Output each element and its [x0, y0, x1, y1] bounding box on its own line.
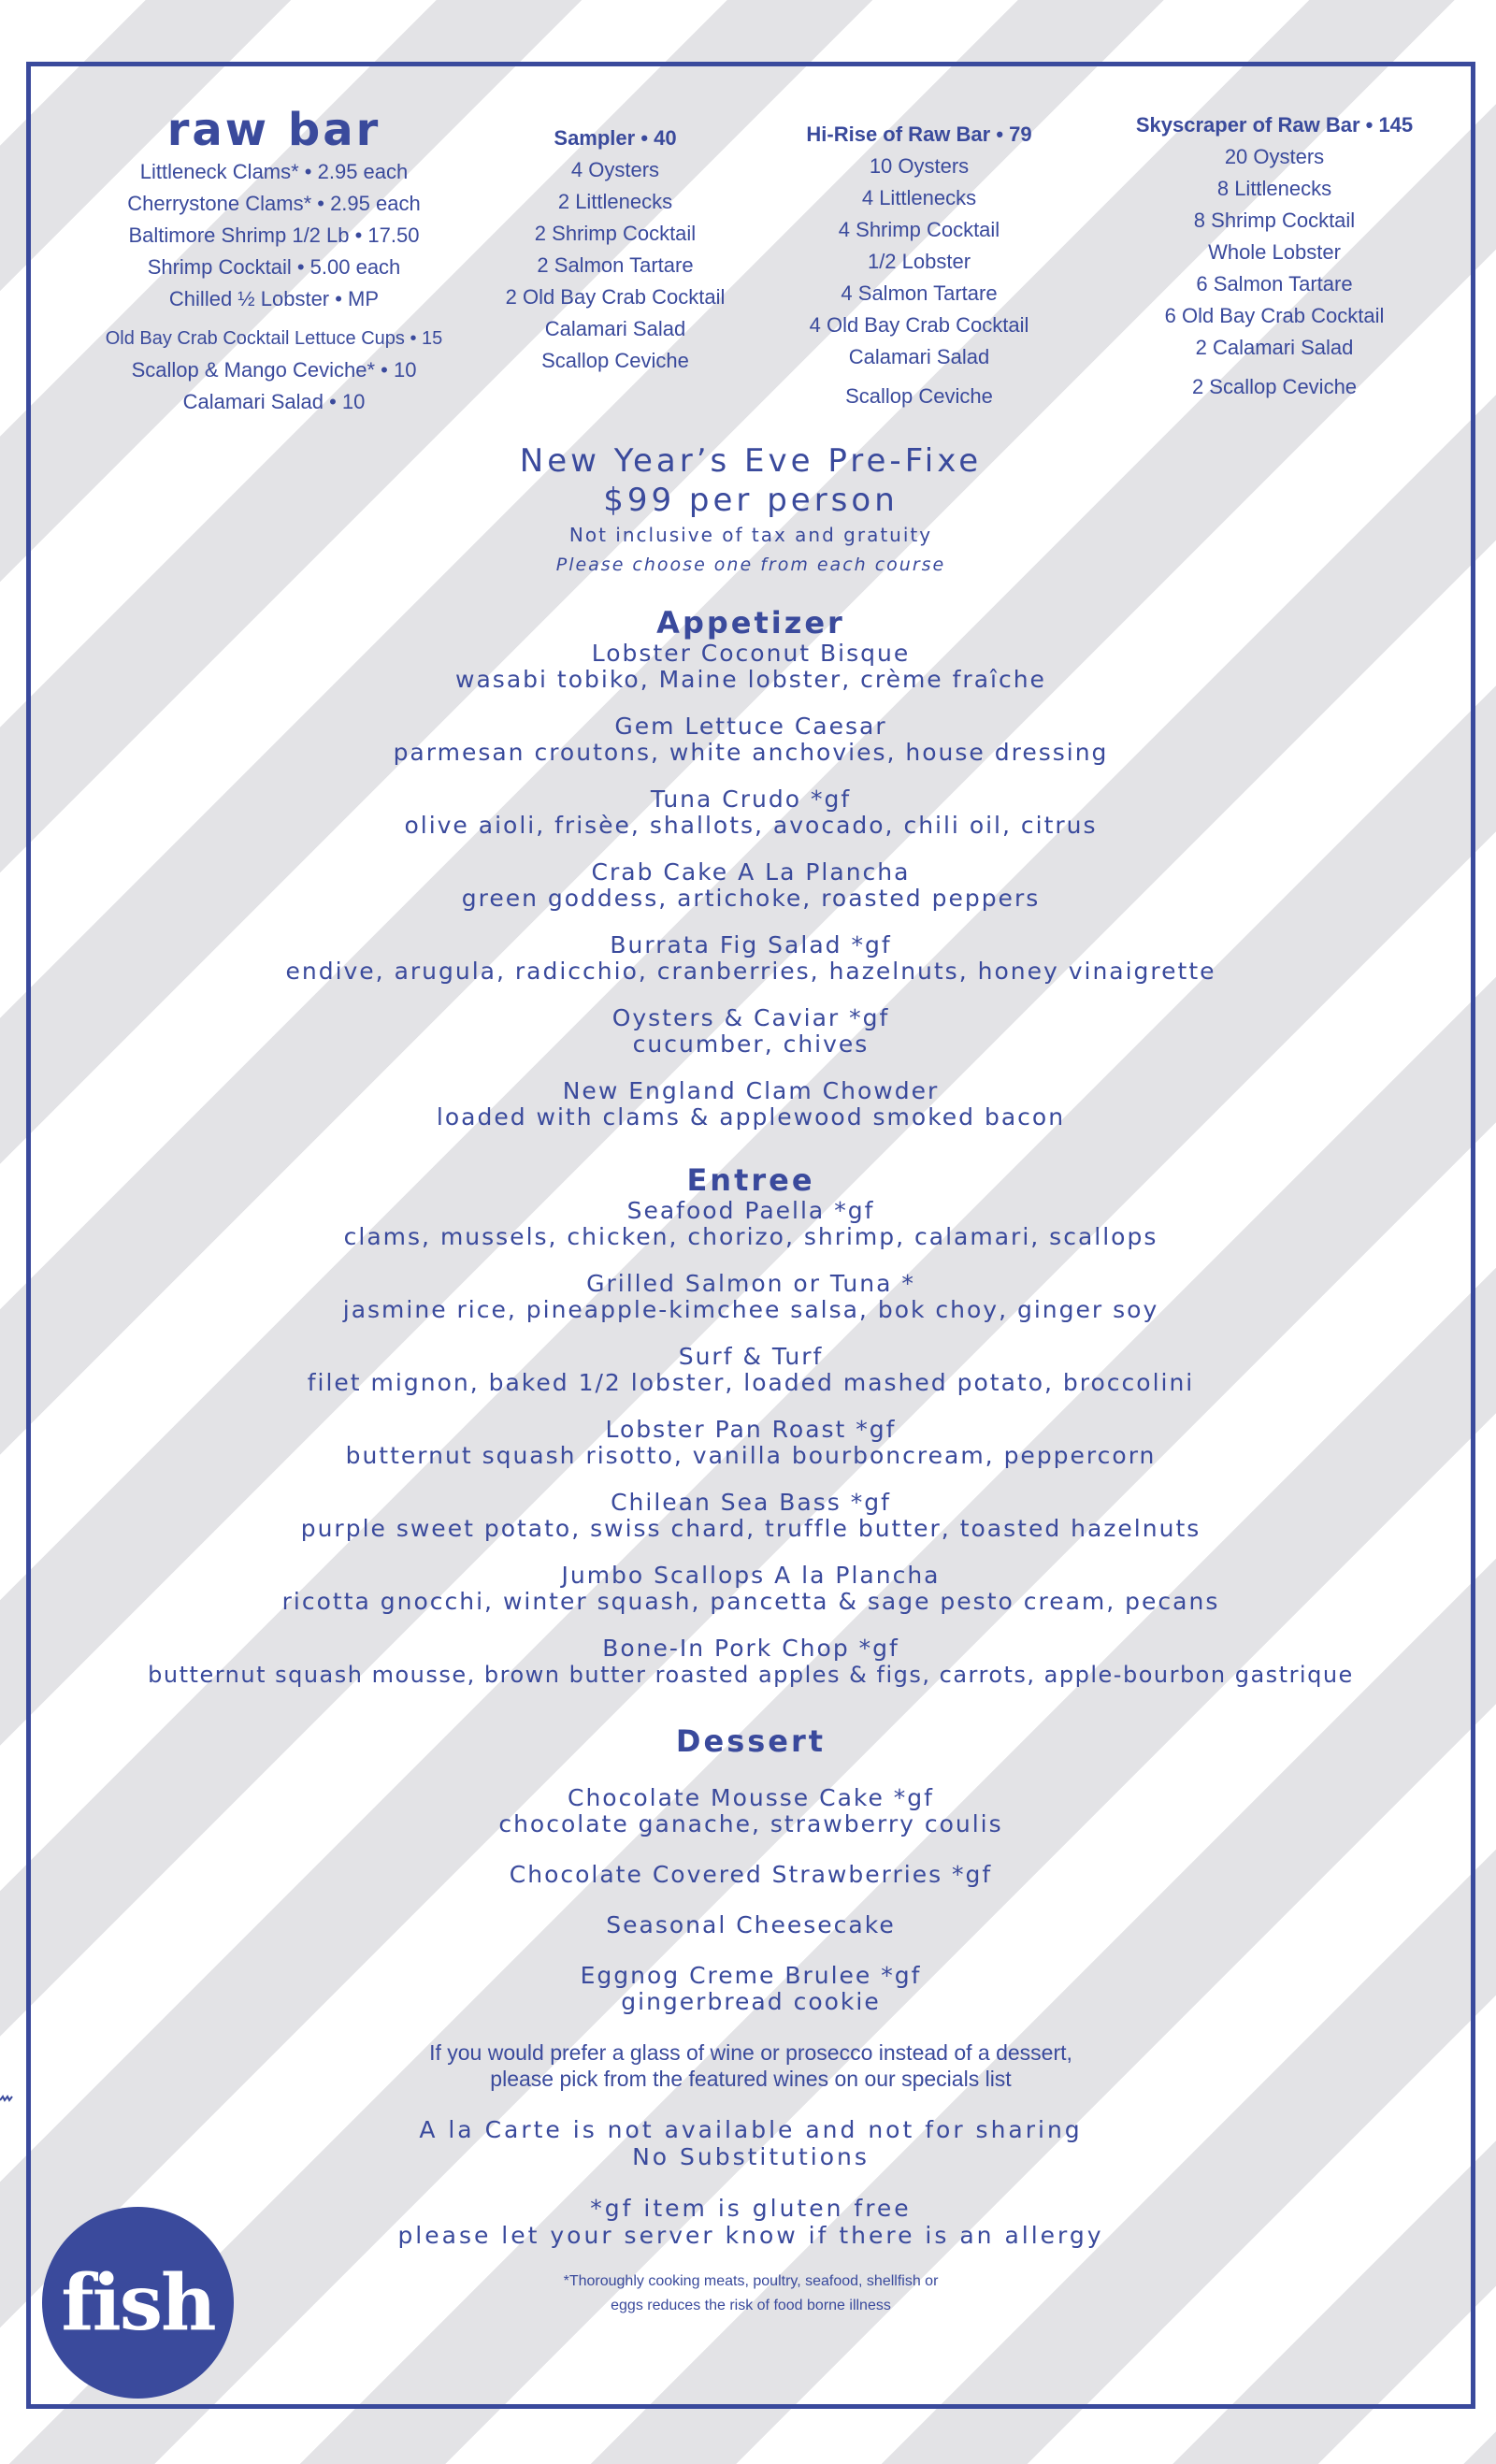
appetizer-list	[31, 641, 1471, 1131]
dish-name: Seafood Paella *gf	[626, 1197, 875, 1224]
hi-rise-column	[760, 104, 1078, 412]
dish-description: green goddess, artichoke, roasted peppers	[461, 885, 1041, 912]
skyscraper-title: Skyscraper of Raw Bar • 145	[1135, 113, 1414, 137]
raw-bar-section	[31, 104, 1471, 468]
dish-description: parmesan croutons, white anchovies, house dressing	[393, 739, 1109, 766]
hi-rise-item: Scallop Ceviche	[845, 384, 993, 408]
wine-substitution-note	[31, 2039, 1471, 2092]
dish-description: clams, mussels, chicken, chorizo, shrimp, calamari, scallops	[343, 1223, 1158, 1250]
sampler-item: 2 Old Bay Crab Cocktail	[505, 285, 726, 309]
dish-name: Oysters & Caviar *gf	[611, 1004, 890, 1031]
sampler-item: Calamari Salad	[544, 317, 686, 340]
dish-name: Crab Cake A La Plancha	[591, 858, 911, 886]
dish-description: filet mignon, baked 1/2 lobster, loaded mashed potato, broccolini	[307, 1369, 1195, 1396]
raw-bar-item: Scallop & Mango Ceviche* • 10	[131, 358, 417, 382]
entree-list	[31, 1198, 1471, 1688]
raw-bar-column	[68, 104, 480, 418]
sampler-item: 2 Littlenecks	[557, 190, 673, 213]
dish-name: Seasonal Cheesecake	[606, 1911, 896, 1938]
menu-item	[31, 1963, 1471, 2015]
dish-description: endive, arugula, radicchio, cranberries, hazelnuts, honey vinaigrette	[285, 958, 1216, 985]
menu-item	[31, 932, 1471, 985]
dish-name: Surf & Turf	[678, 1343, 824, 1370]
raw-bar-item: Littleneck Clams* • 2.95 each	[139, 160, 409, 183]
sampler-item: Scallop Ceviche	[541, 349, 689, 372]
raw-bar-item: Calamari Salad • 10	[182, 390, 366, 413]
hi-rise-item: 1/2 Lobster	[867, 250, 971, 273]
skyscraper-column	[1087, 104, 1461, 403]
entree-heading: Entree	[686, 1162, 815, 1198]
sampler-title: Sampler • 40	[554, 126, 677, 150]
menu-item	[31, 1563, 1471, 1615]
hi-rise-item: 10 Oysters	[869, 154, 970, 178]
prefixe-title: New Year’s Eve Pre-Fixe	[519, 442, 983, 480]
raw-bar-item: Shrimp Cocktail • 5.00 each	[147, 255, 401, 279]
edge-mark-icon	[0, 2095, 13, 2102]
dish-name: Lobster Pan Roast *gf	[605, 1416, 897, 1443]
dish-description: ricotta gnocchi, winter squash, pancetta & sage pesto cream, pecans	[281, 1588, 1220, 1615]
raw-bar-title: raw bar	[166, 104, 381, 156]
dish-description: wasabi tobiko, Maine lobster, crème fraîche	[455, 666, 1046, 693]
dish-description: chocolate ganache, strawberry coulis	[498, 1810, 1003, 1837]
sampler-item: 2 Salmon Tartare	[537, 253, 694, 277]
dish-name: Grilled Salmon or Tuna *	[586, 1270, 915, 1297]
menu-item	[31, 1078, 1471, 1131]
hi-rise-item: 4 Shrimp Cocktail	[838, 218, 1000, 241]
dish-description: gingerbread cookie	[621, 1988, 881, 2015]
notice-line: No Substitutions	[632, 2143, 870, 2170]
dish-name: Chilean Sea Bass *gf	[611, 1489, 891, 1516]
skyscraper-item: 20 Oysters	[1224, 145, 1325, 168]
raw-bar-item: Cherrystone Clams* • 2.95 each	[127, 192, 421, 215]
skyscraper-item: 2 Calamari Salad	[1195, 336, 1354, 359]
menu-item	[31, 859, 1471, 912]
dish-description: purple sweet potato, swiss chard, truffle butter, toasted hazelnuts	[300, 1515, 1201, 1542]
skyscraper-item: 8 Shrimp Cocktail	[1193, 209, 1356, 232]
skyscraper-item: 6 Old Bay Crab Cocktail	[1164, 304, 1385, 327]
dish-name: Chocolate Covered Strawberries *gf	[509, 1861, 993, 1888]
gf-line: *gf item is gluten free	[590, 2195, 912, 2222]
hi-rise-title: Hi-Rise of Raw Bar • 79	[806, 122, 1032, 146]
dish-name: Tuna Crudo *gf	[650, 785, 852, 813]
prefixe-menu	[31, 440, 1471, 2318]
skyscraper-item: Whole Lobster	[1208, 240, 1341, 264]
menu-item	[31, 713, 1471, 766]
hi-rise-item: 4 Old Bay Crab Cocktail	[809, 313, 1029, 337]
prefixe-instruction: Please choose one from each course	[555, 555, 946, 575]
menu-item	[31, 1271, 1471, 1323]
dish-description: jasmine rice, pineapple-kimchee salsa, bok choy, ginger soy	[342, 1296, 1159, 1323]
raw-bar-item: Chilled ½ Lobster • MP	[168, 287, 380, 310]
gluten-free-notice	[31, 2195, 1471, 2249]
dish-name: Burrata Fig Salad *gf	[610, 931, 892, 958]
menu-item	[31, 1490, 1471, 1542]
menu-item	[31, 1344, 1471, 1396]
skyscraper-item: 2 Scallop Ceviche	[1191, 375, 1358, 398]
raw-bar-item: Baltimore Shrimp 1/2 Lb • 17.50	[128, 223, 420, 247]
warning-line: eggs reduces the risk of food borne illness	[611, 2298, 891, 2313]
dish-name: Bone-In Pork Chop *gf	[602, 1635, 899, 1662]
menu-item	[31, 786, 1471, 839]
menu-frame	[26, 62, 1475, 2409]
dish-description: butternut squash risotto, vanilla bourboncream, peppercorn	[345, 1442, 1157, 1469]
appetizer-heading: Appetizer	[656, 605, 845, 641]
prefixe-price: $99 per person	[603, 482, 899, 519]
dish-description: olive aioli, frisèe, shallots, avocado, chili oil, citrus	[404, 812, 1098, 839]
menu-item	[31, 1862, 1471, 1888]
dish-name: Lobster Coconut Bisque	[591, 640, 911, 667]
prefixe-note: Not inclusive of tax and gratuity	[568, 524, 933, 546]
sampler-item: 2 Shrimp Cocktail	[534, 222, 697, 245]
menu-item	[31, 1198, 1471, 1250]
hi-rise-item: 4 Littlenecks	[861, 186, 977, 209]
a-la-carte-notice	[31, 2116, 1471, 2170]
dish-name: Chocolate Mousse Cake *gf	[568, 1784, 934, 1811]
dish-name: Eggnog Creme Brulee *gf	[580, 1962, 922, 1989]
skyscraper-item: 8 Littlenecks	[1216, 177, 1332, 200]
sampler-item: 4 Oysters	[570, 158, 660, 181]
dish-name: Jumbo Scallops A la Plancha	[561, 1562, 941, 1589]
food-safety-warning	[31, 2269, 1471, 2318]
fish-logo: fish	[42, 2207, 234, 2399]
wine-note-line: If you would prefer a glass of wine or prosecco instead of a dessert,	[429, 2040, 1072, 2065]
wine-note-line: please pick from the featured wines on our specials list	[490, 2067, 1012, 2091]
warning-line: *Thoroughly cooking meats, poultry, seafood, shellfish or	[563, 2273, 939, 2289]
dish-name: Gem Lettuce Caesar	[614, 713, 887, 740]
menu-item	[31, 1635, 1471, 1688]
gf-line: please let your server know if there is an allergy	[397, 2222, 1104, 2249]
hi-rise-item: 4 Salmon Tartare	[841, 281, 998, 305]
menu-item	[31, 1785, 1471, 1837]
raw-bar-item: Old Bay Crab Cocktail Lettuce Cups • 15	[105, 328, 443, 349]
dessert-heading: Dessert	[675, 1723, 827, 1759]
sampler-column	[461, 104, 770, 377]
dish-description: butternut squash mousse, brown butter roasted apples & figs, carrots, apple-bourbon gastrique	[148, 1662, 1354, 1688]
dish-description: loaded with clams & applewood smoked bacon	[436, 1103, 1066, 1131]
dish-description: cucumber, chives	[632, 1030, 870, 1058]
notice-line: A la Carte is not available and not for sharing	[419, 2116, 1083, 2143]
menu-item	[31, 1417, 1471, 1469]
dessert-list	[31, 1785, 1471, 2015]
menu-item	[31, 641, 1471, 693]
menu-item	[31, 1005, 1471, 1058]
skyscraper-item: 6 Salmon Tartare	[1196, 272, 1353, 295]
hi-rise-item: Calamari Salad	[848, 345, 990, 368]
menu-item	[31, 1912, 1471, 1938]
dish-name: New England Clam Chowder	[562, 1077, 940, 1104]
